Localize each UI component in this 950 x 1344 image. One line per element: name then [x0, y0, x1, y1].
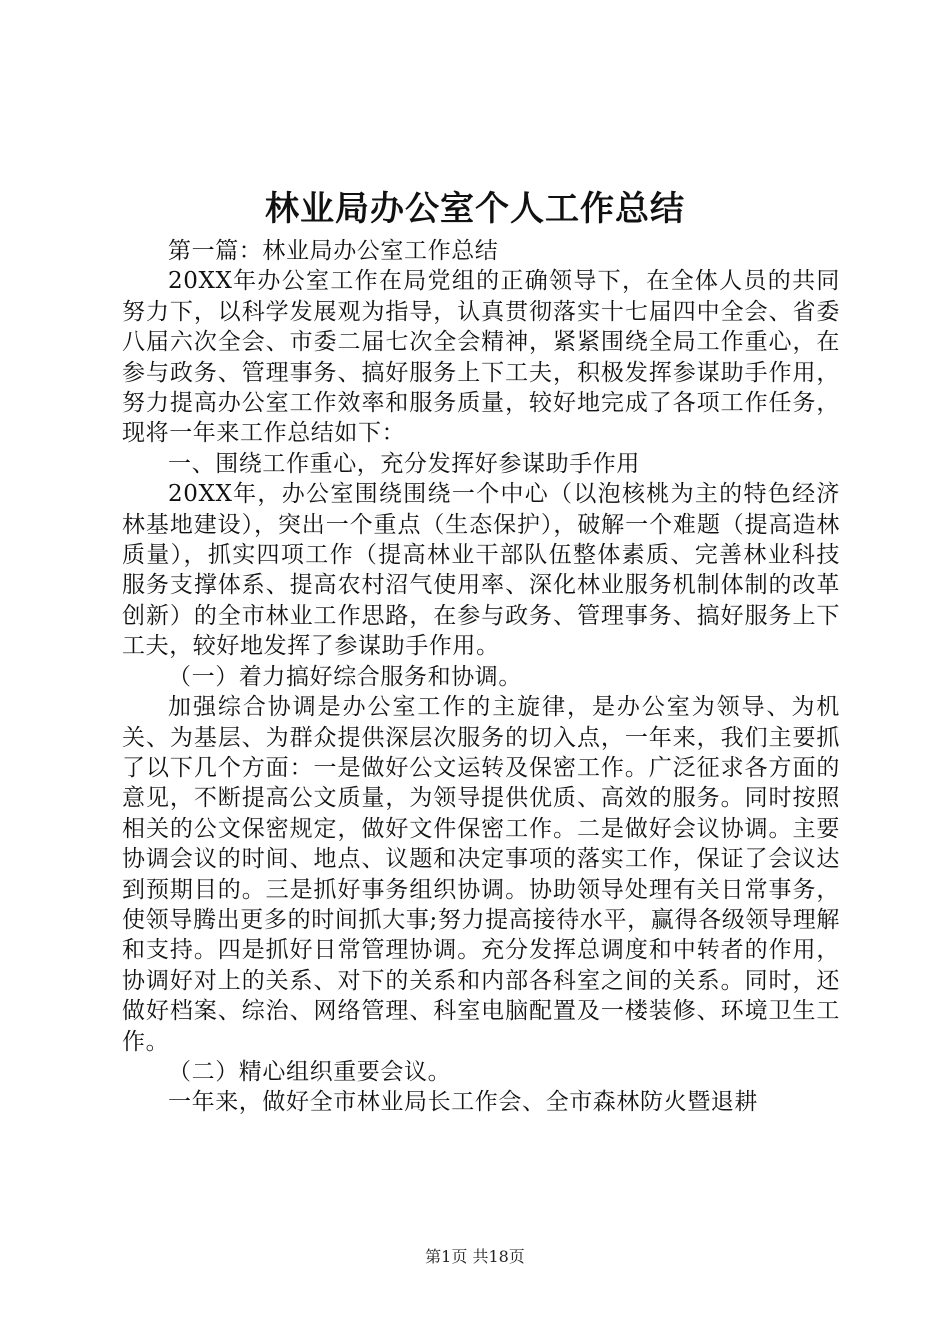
paragraph: 20XX年，办公室围绕围绕一个中心（以泡核桃为主的特色经济林基地建设），突出一个重点（生态保护），破解一个难题（提高造林质量），抓实四项工作（提高林业干部队伍整体素质、完善林业科技服务支撑体系、提高农村沼气使用率、深化林业服务机制体制的改革创新）的全市林业工作思路，在参与政务、管理事务、搞好服务上下工夫，较好地发挥了参谋助手作用。 — [122, 481, 840, 660]
section-heading: 一、围绕工作重心，充分发挥好参谋助手作用 — [168, 450, 640, 477]
paragraph: 一年来，做好全市林业局长工作会、全市森林防火暨退耕 — [168, 1089, 758, 1116]
subsection-heading: （二）精心组织重要会议。 — [168, 1058, 452, 1085]
section-heading: 第一篇：林业局办公室工作总结 — [168, 238, 499, 264]
paragraph: 加强综合协调是办公室工作的主旋律，是办公室为领导、为机关、为基层、为群众提供深层次服务的切入点，一年来，我们主要抓了以下几个方面：一是做好公文运转及保密工作。广泛征求各方面的意见，不断提高公文质量，为领导提供优质、高效的服务。同时按照相关的公文保密规定，做好文件保密工作。二是做好会议协调。主要协调会议的时间、地点、议题和决定事项的落实工作，保证了会议达到预期目的。三是抓好事务组织协调。协助领导处理有关日常事务，使领导腾出更多的时间抓大事;努力提高接待水平，赢得各级领导理解和支持。四是抓好日常管理协调。充分发挥总调度和中转者的作用，协调好对上的关系、对下的关系和内部各科室之间的关系。同时，还做好档案、综治、网络管理、科室电脑配置及一楼装修、环境卫生工作。 — [122, 694, 840, 1055]
subsection-heading: （一）着力搞好综合服务和协调。 — [168, 663, 522, 690]
paragraph: 20XX年办公室工作在局党组的正确领导下，在全体人员的共同努力下，以科学发展观为指导，认真贯彻落实十七届四中全会、省委八届六次全会、市委二届七次全会精神，紧紧围绕全局工作重心，在参与政务、管理事务、搞好服务上下工夫，积极发挥参谋助手作用，努力提高办公室工作效率和服务质量，较好地完成了各项工作任务，现将一年来工作总结如下： — [122, 268, 840, 447]
page-number-footer: 第1页 共18页 — [425, 1247, 525, 1266]
document-title: 林业局办公室个人工作总结 — [265, 189, 685, 229]
document-body — [122, 236, 840, 1118]
